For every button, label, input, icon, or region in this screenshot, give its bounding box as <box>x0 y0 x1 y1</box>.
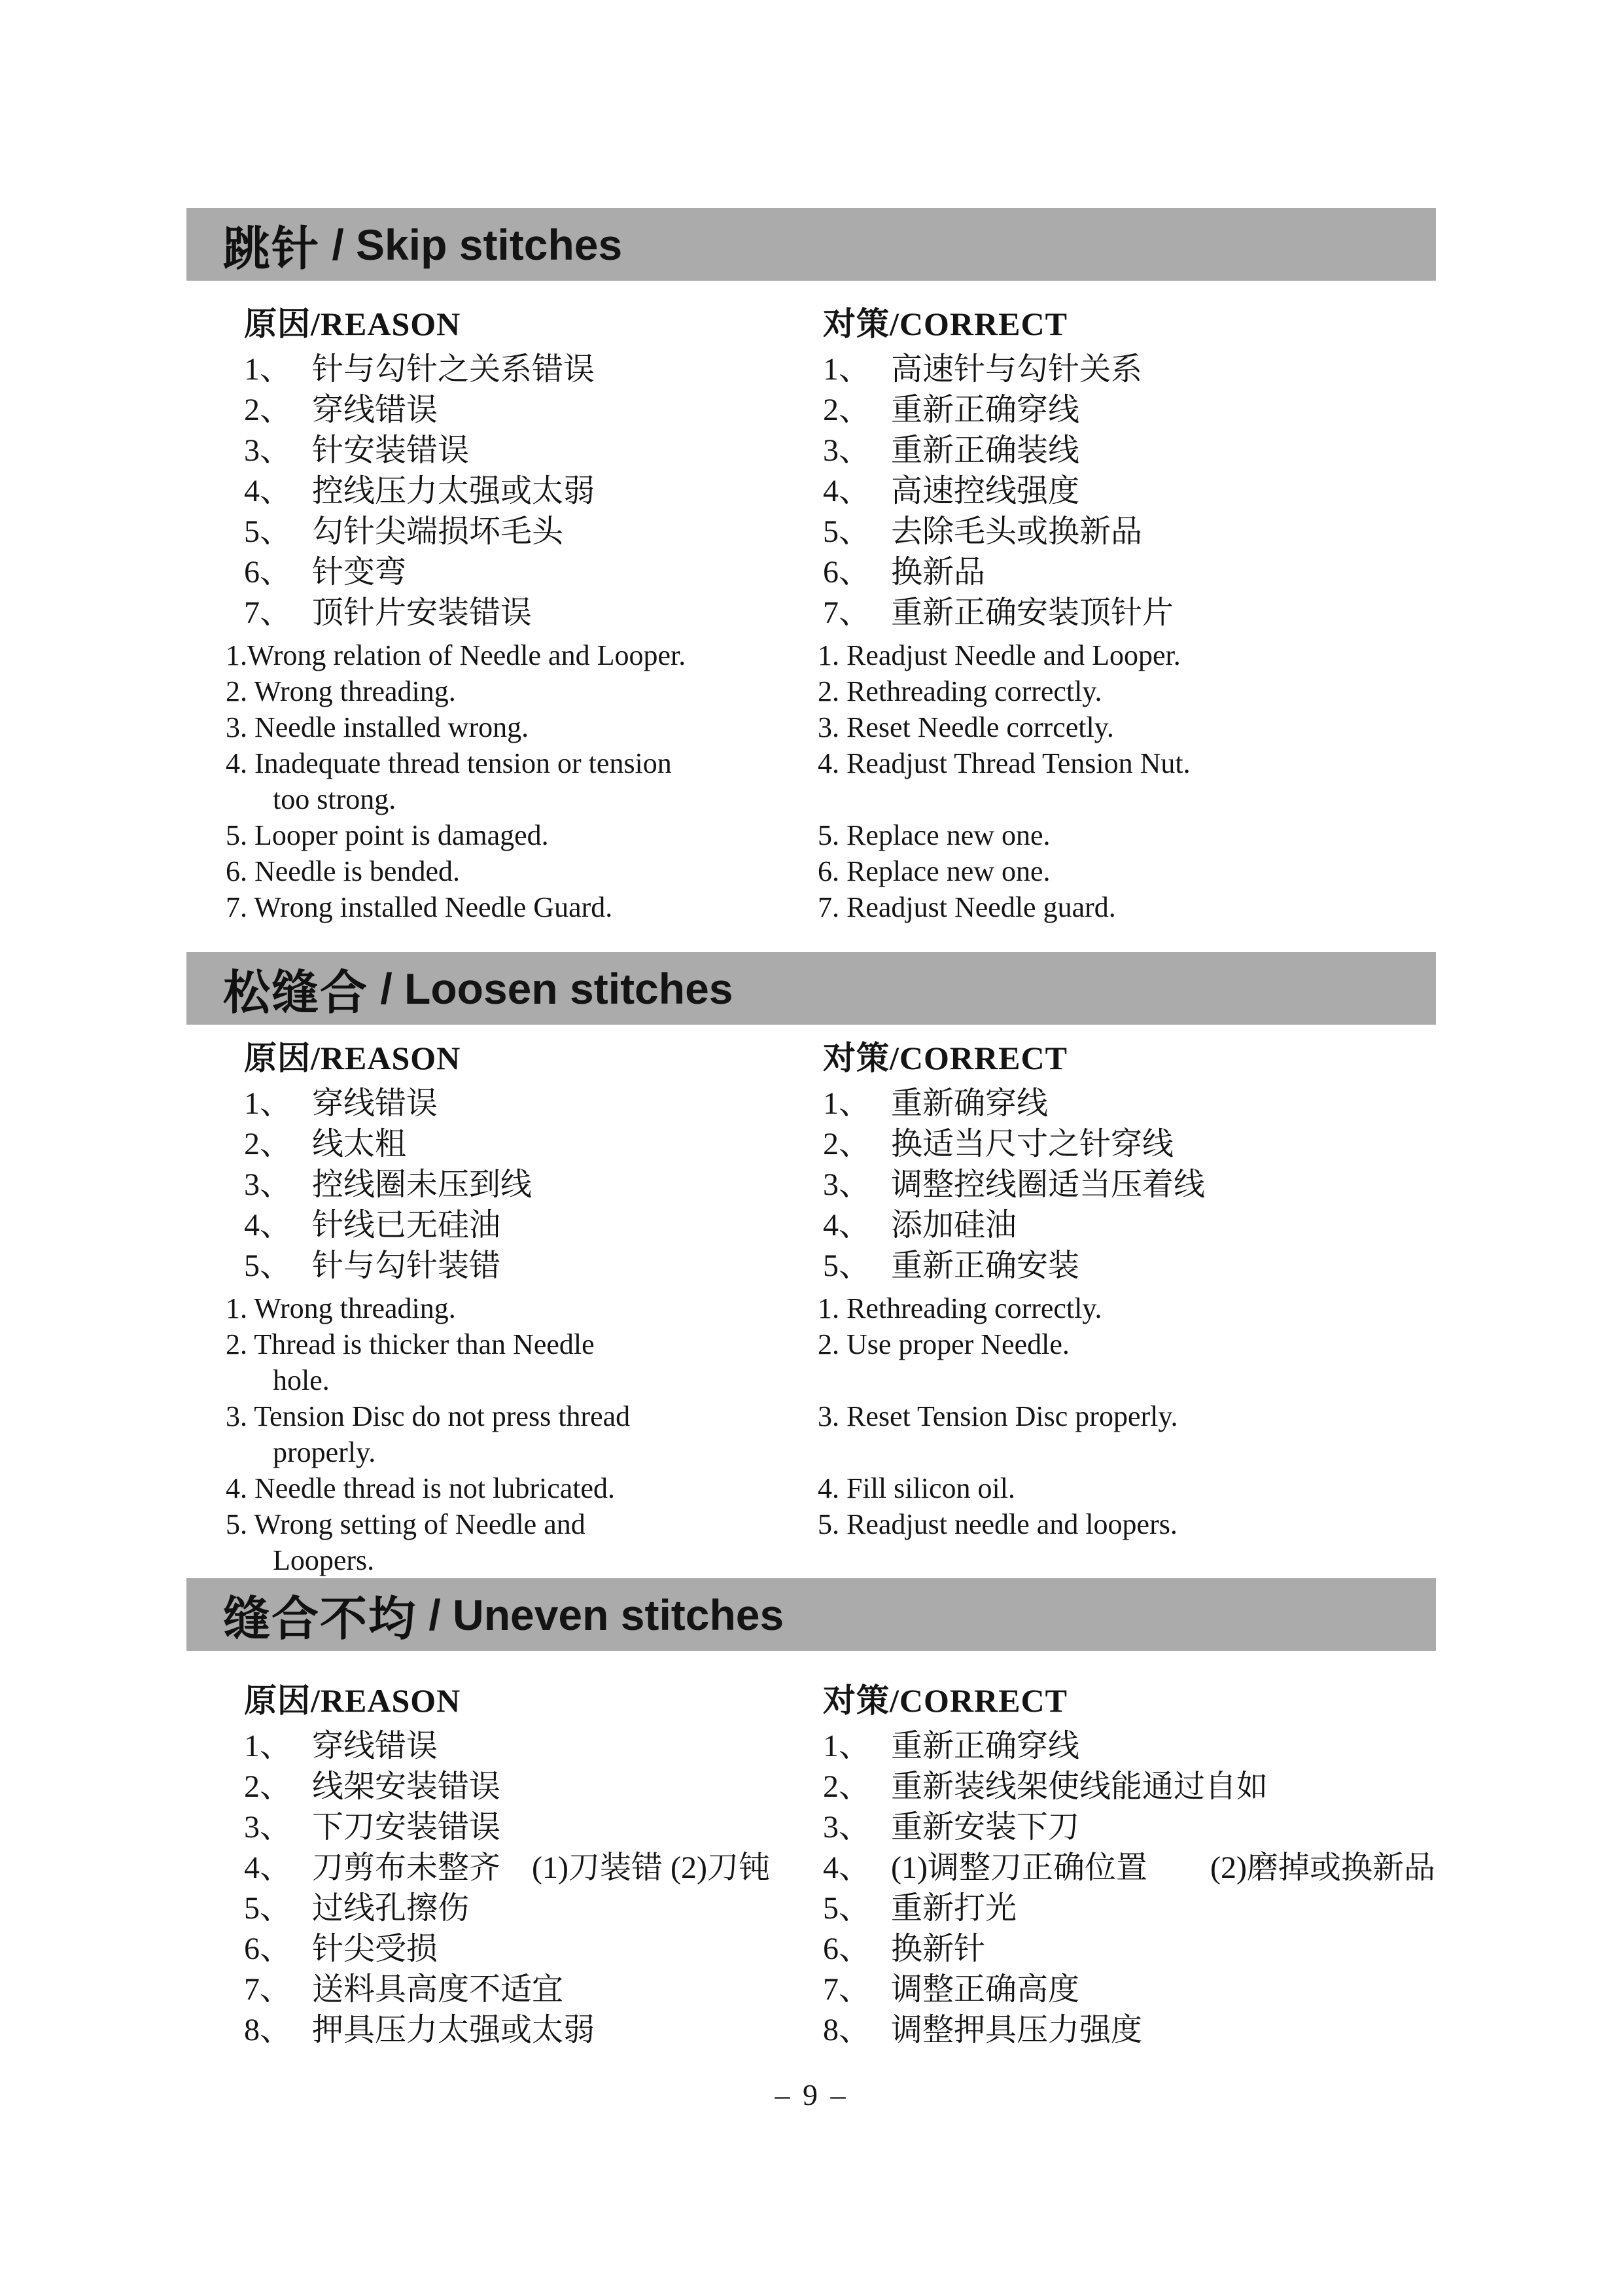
item-number: 2、 <box>244 1769 292 1804</box>
correct-line-en: 6. Replace new one. <box>818 855 1051 887</box>
reason-item-zh <box>244 593 818 633</box>
reason-line-en: 5. Wrong setting of Needle and <box>226 1508 585 1540</box>
item-text: 换适当尺寸之针穿线 <box>891 1127 1174 1161</box>
item-text: 添加硅油 <box>891 1208 1017 1243</box>
reason-item-zh <box>244 1165 818 1205</box>
correct-item-zh <box>823 1929 1442 1969</box>
item-number: 7、 <box>244 1972 292 2007</box>
section-title-zh: 松缝合 <box>223 966 369 1019</box>
section-title-en: Loosen stitches <box>404 964 733 1013</box>
correct-line-en: 5. Readjust needle and loopers. <box>818 1508 1178 1540</box>
reason-line-en: 7. Wrong installed Needle Guard. <box>226 891 613 923</box>
reason-item-zh <box>244 1726 818 1767</box>
correct-item-zh <box>823 552 1442 593</box>
correct-line-en: 4. Fill silicon oil. <box>818 1472 1015 1504</box>
item-text: 去除毛头或换新品 <box>891 514 1143 549</box>
item-number: 4、 <box>823 474 871 508</box>
item-text: 线太粗 <box>312 1127 407 1161</box>
item-number: 3、 <box>244 1167 292 1202</box>
reason-column <box>226 1039 818 1578</box>
item-number: 8、 <box>823 2013 871 2047</box>
item-text: 顶针片安装错误 <box>312 595 532 630</box>
correct-item-zh <box>823 512 1442 552</box>
item-number: 3、 <box>244 1810 292 1845</box>
item-number: 4、 <box>823 1850 871 1885</box>
item-text: 针与勾针之关系错误 <box>312 352 595 387</box>
reason-item-zh <box>244 1848 818 1888</box>
item-text: 针尖受损 <box>312 1932 438 1966</box>
correct-header: 对策/CORRECT <box>823 306 1068 342</box>
item-number: 2、 <box>823 1769 871 1804</box>
correct-line-en: 3. Reset Tension Disc properly. <box>818 1400 1178 1432</box>
correct-line-en: 2. Rethreading correctly. <box>818 675 1102 707</box>
item-number: 1、 <box>823 1086 871 1121</box>
reason-item-zh <box>244 1807 818 1848</box>
item-number: 5、 <box>823 1248 871 1283</box>
section-body-skip-stitches <box>226 305 1442 925</box>
reason-line-en: too strong. <box>273 783 396 815</box>
item-number: 2、 <box>244 1127 292 1161</box>
item-number: 1、 <box>244 1729 292 1763</box>
item-text: 勾针尖端损坏毛头 <box>312 514 564 549</box>
reason-item-zh <box>244 1888 818 1929</box>
item-number: 1、 <box>244 352 292 387</box>
correct-item-zh <box>823 2010 1442 2051</box>
item-text: 送料具高度不适宜 <box>312 1972 564 2007</box>
section-header-skip-stitches <box>186 208 1436 281</box>
correct-item-zh <box>823 471 1442 512</box>
item-number: 3、 <box>823 1810 871 1845</box>
item-number: 5、 <box>244 1248 292 1283</box>
page-number: – 9 – <box>775 2078 848 2111</box>
item-text: 高速控线强度 <box>891 474 1080 508</box>
item-number: 6、 <box>823 555 871 590</box>
reason-item-zh <box>244 1767 818 1807</box>
item-number: 1、 <box>244 1086 292 1121</box>
reason-line-en: hole. <box>273 1364 330 1396</box>
correct-list-en <box>818 637 1442 925</box>
item-number: 3、 <box>823 1167 871 1202</box>
item-number: 2、 <box>823 1127 871 1161</box>
correct-column <box>818 1039 1442 1578</box>
reason-list-en <box>226 1290 818 1578</box>
reason-header: 原因/REASON <box>244 1682 461 1719</box>
reason-line-en: properly. <box>273 1436 376 1468</box>
item-number: 5、 <box>823 1891 871 1926</box>
item-number: 6、 <box>244 555 292 590</box>
item-text: 穿线错误 <box>312 393 438 427</box>
section-title-separator: / <box>320 220 357 269</box>
correct-line-en: 1. Readjust Needle and Looper. <box>818 639 1181 671</box>
correct-item-zh <box>823 1124 1442 1165</box>
correct-list-en <box>818 1290 1442 1542</box>
item-text: 重新正确穿线 <box>891 393 1080 427</box>
reason-item-zh <box>244 1084 818 1124</box>
reason-line-en: 2. Wrong threading. <box>226 675 456 707</box>
correct-header: 对策/CORRECT <box>823 1682 1068 1719</box>
item-text: 押具压力太强或太弱 <box>312 2013 595 2047</box>
correct-item-zh <box>823 431 1442 471</box>
reason-line-en: 4. Inadequate thread tension or tension <box>226 747 672 779</box>
section-body-uneven-stitches <box>226 1682 1442 2051</box>
item-text: 调整正确高度 <box>891 1972 1080 2007</box>
item-text: 重新正确安装顶针片 <box>891 595 1174 630</box>
item-number: 7、 <box>823 1972 871 2007</box>
item-text: 针与勾针装错 <box>312 1248 501 1283</box>
correct-line-en <box>818 781 1442 817</box>
item-text: 控线圈未压到线 <box>312 1167 532 1202</box>
correct-list-zh <box>818 1726 1442 2051</box>
correct-line-en: 2. Use proper Needle. <box>818 1328 1070 1360</box>
reason-list-zh <box>226 1726 818 2051</box>
reason-header: 原因/REASON <box>244 306 461 342</box>
item-text: 针线已无硅油 <box>312 1208 501 1243</box>
item-text: 穿线错误 <box>312 1086 438 1121</box>
reason-header: 原因/REASON <box>244 1040 461 1076</box>
item-number: 6、 <box>823 1932 871 1966</box>
reason-column <box>226 305 818 925</box>
reason-line-en: 6. Needle is bended. <box>226 855 460 887</box>
item-number: 4、 <box>823 1208 871 1243</box>
item-number: 4、 <box>244 474 292 508</box>
item-text: 针变弯 <box>312 555 407 590</box>
section-title-zh: 跳针 <box>223 222 321 275</box>
section-title-separator: / <box>368 964 405 1013</box>
reason-line-en: 4. Needle thread is not lubricated. <box>226 1472 616 1504</box>
item-number: 7、 <box>244 595 292 630</box>
reason-item-zh <box>244 2010 818 2051</box>
reason-item-zh <box>244 471 818 512</box>
correct-line-en: 7. Readjust Needle guard. <box>818 891 1116 923</box>
section-header-uneven-stitches <box>186 1578 1436 1651</box>
item-text: 针安装错误 <box>312 433 470 468</box>
reason-line-en: 5. Looper point is damaged. <box>226 819 549 851</box>
reason-item-zh <box>244 1124 818 1165</box>
correct-line-en: 3. Reset Needle corrcetly. <box>818 711 1114 743</box>
item-number: 4、 <box>244 1208 292 1243</box>
section-header-loosen-stitches <box>186 952 1436 1025</box>
item-number: 1、 <box>823 352 871 387</box>
item-number: 5、 <box>244 1891 292 1926</box>
section-title-en: Uneven stitches <box>453 1590 784 1639</box>
item-text: 重新正确穿线 <box>891 1729 1080 1763</box>
correct-item-zh <box>823 593 1442 633</box>
item-text: 重新正确安装 <box>891 1248 1080 1283</box>
item-text: 调整押具压力强度 <box>891 2013 1143 2047</box>
correct-column <box>818 305 1442 925</box>
reason-item-zh <box>244 552 818 593</box>
reason-line-en: 2. Thread is thicker than Needle <box>226 1328 595 1360</box>
correct-line-en <box>818 1434 1442 1470</box>
item-number: 2、 <box>244 393 292 427</box>
correct-item-zh <box>823 349 1442 390</box>
reason-item-zh <box>244 1246 818 1286</box>
item-number: 5、 <box>244 514 292 549</box>
item-text: 换新针 <box>891 1932 986 1966</box>
item-text: 换新品 <box>891 555 986 590</box>
reason-line-en: Loopers. <box>273 1544 375 1576</box>
item-text: 下刀安装错误 <box>312 1810 501 1845</box>
item-text: 重新打光 <box>891 1891 1017 1926</box>
item-text: 重新安装下刀 <box>891 1810 1080 1845</box>
item-text: 重新装线架使线能通过自如 <box>891 1769 1268 1804</box>
correct-line-en: 1. Rethreading correctly. <box>818 1292 1102 1324</box>
item-number: 4、 <box>244 1850 292 1885</box>
correct-line-en: 4. Readjust Thread Tension Nut. <box>818 747 1191 779</box>
item-number: 1、 <box>823 1729 871 1763</box>
item-text: 高速针与勾针关系 <box>891 352 1143 387</box>
correct-item-zh <box>823 390 1442 431</box>
correct-item-zh <box>823 1165 1442 1205</box>
correct-column <box>818 1682 1442 2051</box>
correct-item-zh <box>823 1969 1442 2010</box>
reason-item-zh <box>244 1929 818 1969</box>
reason-line-en: 1.Wrong relation of Needle and Looper. <box>226 639 686 671</box>
correct-header: 对策/CORRECT <box>823 1040 1068 1076</box>
item-text: 控线压力太强或太弱 <box>312 474 595 508</box>
reason-line-en: 3. Tension Disc do not press thread <box>226 1400 631 1432</box>
reason-item-zh <box>244 1205 818 1246</box>
section-title-separator: / <box>417 1590 453 1639</box>
reason-column <box>226 1682 818 2051</box>
item-text: 过线孔擦伤 <box>312 1891 470 1926</box>
section-body-loosen-stitches <box>226 1039 1442 1578</box>
item-text: 调整控线圈适当压着线 <box>891 1167 1206 1202</box>
item-number: 6、 <box>244 1932 292 1966</box>
item-number: 5、 <box>823 514 871 549</box>
reason-item-zh <box>244 390 818 431</box>
correct-item-zh <box>823 1084 1442 1124</box>
correct-list-zh <box>818 349 1442 633</box>
correct-line-en: 5. Replace new one. <box>818 819 1051 851</box>
item-text: 刀剪布未整齐 (1)刀装错 (2)刀钝 <box>312 1850 770 1885</box>
reason-item-zh <box>244 512 818 552</box>
section-title-en: Skip stitches <box>356 220 623 269</box>
correct-item-zh <box>823 1888 1442 1929</box>
correct-line-en <box>818 1362 1442 1398</box>
item-text: 重新正确装线 <box>891 433 1080 468</box>
item-text: 线架安装错误 <box>312 1769 501 1804</box>
correct-item-zh <box>823 1848 1442 1888</box>
reason-list-zh <box>226 1084 818 1286</box>
item-text: 重新确穿线 <box>891 1086 1049 1121</box>
correct-item-zh <box>823 1807 1442 1848</box>
item-number: 3、 <box>244 433 292 468</box>
reason-list-zh <box>226 349 818 633</box>
reason-list-en <box>226 637 818 925</box>
correct-item-zh <box>823 1726 1442 1767</box>
reason-item-zh <box>244 431 818 471</box>
reason-item-zh <box>244 349 818 390</box>
item-text: 穿线错误 <box>312 1729 438 1763</box>
correct-item-zh <box>823 1246 1442 1286</box>
reason-line-en: 3. Needle installed wrong. <box>226 711 529 743</box>
section-title-zh: 缝合不均 <box>223 1593 417 1646</box>
item-text: (1)调整刀正确位置 (2)磨掉或换新品 <box>891 1850 1435 1885</box>
correct-list-zh <box>818 1084 1442 1286</box>
correct-item-zh <box>823 1767 1442 1807</box>
item-number: 2、 <box>823 393 871 427</box>
item-number: 7、 <box>823 595 871 630</box>
reason-item-zh <box>244 1969 818 2010</box>
item-number: 8、 <box>244 2013 292 2047</box>
reason-line-en: 1. Wrong threading. <box>226 1292 456 1324</box>
item-number: 3、 <box>823 433 871 468</box>
correct-item-zh <box>823 1205 1442 1246</box>
